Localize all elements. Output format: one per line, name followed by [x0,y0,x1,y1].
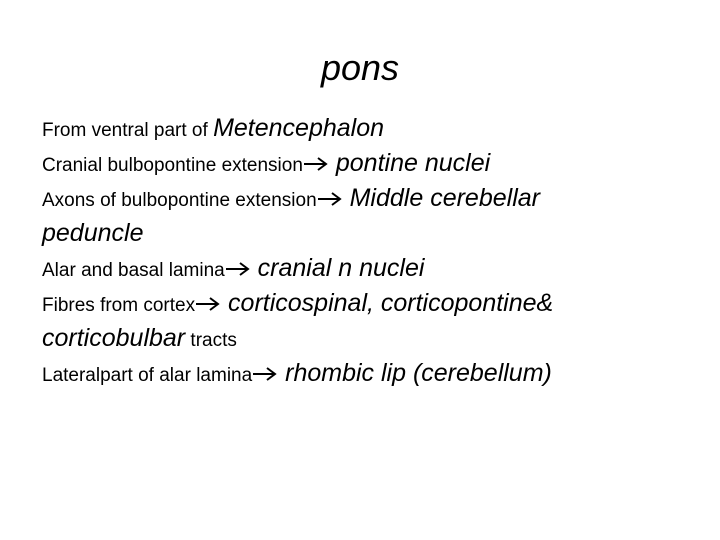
bullet-trailing-text: tracts [185,330,237,351]
bullet-lead: Axons of bulbopontine extension [42,190,317,211]
bullet-emphasis: rhombic lip (cerebellum) [278,359,552,387]
right-arrow-icon [317,192,343,206]
bullet-emphasis: Metencephalon [213,114,385,142]
bullet-lead: From ventral part of [42,120,214,141]
bullet-emphasis-continued: corticobulbar [42,324,186,352]
bullet-item-1 [42,112,702,147]
bullet-emphasis: pontine nuclei [328,149,491,177]
bullet-emphasis: Middle cerebellar [342,184,540,212]
right-arrow-icon [252,367,278,381]
slide-title: pons [320,47,400,88]
bullet-list [42,112,702,392]
bullet-lead: Alar and basal lamina [42,260,225,281]
bullet-item-4 [42,252,702,287]
bullet-emphasis-continued: peduncle [42,219,144,247]
bullet-lead: Lateralpart of alar lamina [42,365,253,386]
right-arrow-icon [303,157,329,171]
right-arrow-icon [225,262,251,276]
bullet-emphasis: cranial n nuclei [250,254,425,282]
bullet-item-2 [42,147,702,182]
bullet-item-5 [42,287,702,357]
right-arrow-icon [195,297,221,311]
bullet-lead: Cranial bulbopontine extension [42,155,303,176]
bullet-item-6 [42,357,702,392]
bullet-item-3 [42,182,702,252]
bullet-emphasis: corticospinal, corticopontine& [221,289,554,317]
bullet-lead: Fibres from cortex [42,295,196,316]
